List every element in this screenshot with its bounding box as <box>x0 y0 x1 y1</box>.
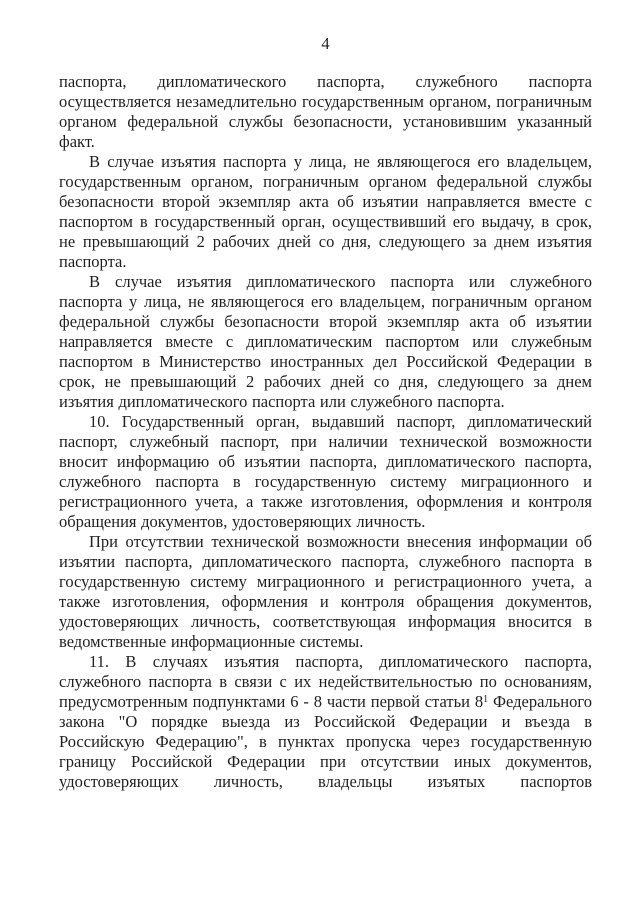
paragraph-item-11 <box>59 652 592 792</box>
paragraph-no-technical-possibility: При отсутствии технической возможности внесения информации об изъятии паспорта, дипломатического паспорта, служебного паспорта в государственную систему миграционного и регистрационного учета, а также изготовления, оформления и контроля обращения документов, удостоверяющих личность, соответствующая информация вносится в ведомственные информационные системы. <box>59 532 592 651</box>
paragraph-text: Федерального закона "О порядке выезда из Российской Федерации и въезда в Российскую Федерацию", в пунктах пропуска через государственную границу Российской Федерации при отсутствии иных документов, удостоверяющих личность, владельцы изъятых паспортов <box>59 692 592 791</box>
paragraph-continuation: паспорта, дипломатического паспорта, служебного паспорта осуществляется незамедлительно государственным органом, пограничным органом федеральной службы безопасности, установившим указанный факт. <box>59 72 592 151</box>
paragraph-seizure-passport: В случае изъятия паспорта у лица, не являющегося его владельцем, государственным органом, пограничным органом федеральной службы безопасности второй экземпляр акта об изъятии направляется вместе с паспортом в государственный орган, осуществивший его выдачу, в срок, не превышающий 2 рабочих дней со дня, следующего за днем изъятия паспорта. <box>59 152 592 271</box>
paragraph-seizure-diplomatic-passport: В случае изъятия дипломатического паспорта или служебного паспорта у лица, не являющегося его владельцем, пограничным органом федеральной службы безопасности второй экземпляр акта об изъятии направляется вместе с дипломатическим паспортом или служебным паспортом в Министерство иностранных дел Российской Федерации в срок, не превышающий 2 рабочих дней со дня, следующего за днем изъятия дипломатического паспорта или служебного паспорта. <box>59 272 592 411</box>
paragraph-item-10: 10. Государственный орган, выдавший паспорт, дипломатический паспорт, служебный паспорт, при наличии технической возможности вносит информацию об изъятии паспорта, дипломатического паспорта, служебного паспорта в государственную систему миграционного и регистрационного учета, а также изготовления, оформления и контроля обращения документов, удостоверяющих личность. <box>59 412 592 531</box>
superscript-footnote-ref: 1 <box>483 694 489 705</box>
paragraph-text: 11. В случаях изъятия паспорта, дипломатического паспорта, служебного паспорта в связи с их недействительностью по основаниям, предусмотренным подпунктами 6 - 8 части первой статьи 8 <box>59 652 592 711</box>
page-number: 4 <box>321 34 330 53</box>
document-body <box>59 72 592 792</box>
